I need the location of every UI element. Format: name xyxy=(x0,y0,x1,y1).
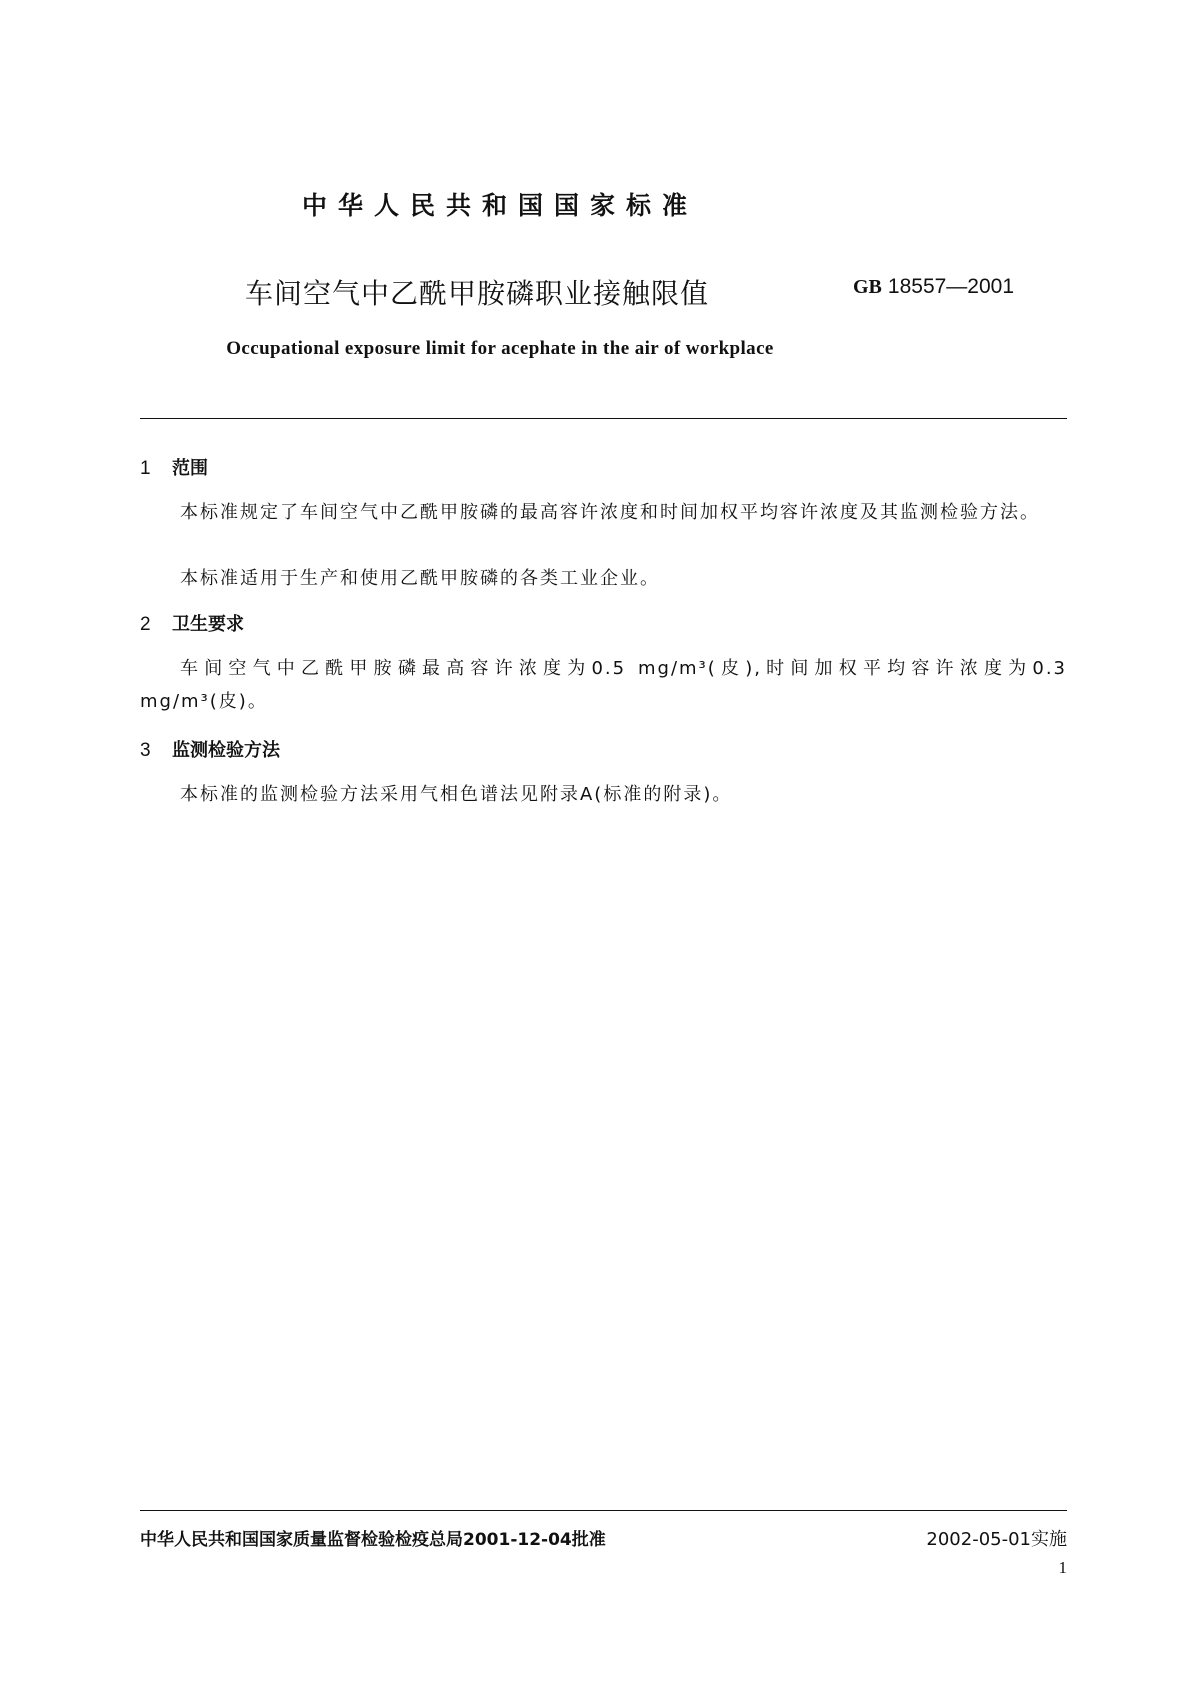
effective-date: 2002-05-01实施 xyxy=(926,1529,1067,1550)
page-number: 1 xyxy=(1058,1558,1067,1577)
header-divider xyxy=(140,418,1067,419)
section-2-heading xyxy=(140,610,244,636)
section-3-title: 监测检验方法 xyxy=(172,740,280,761)
section-1-paragraph-2: 本标准适用于生产和使用乙酰甲胺磷的各类工业企业。 xyxy=(180,568,660,589)
document-title: 车间空气中乙酰甲胺磷职业接触限值 xyxy=(245,277,710,310)
section-1-heading xyxy=(140,454,208,480)
standard-code-number: 18557—2001 xyxy=(887,275,1015,298)
standard-code-prefix: GB xyxy=(853,276,882,298)
english-title: Occupational exposure limit for acephate in the air of workplace xyxy=(226,338,774,359)
section-1-paragraph-1: 本标准规定了车间空气中乙酰甲胺磷的最高容许浓度和时间加权平均容许浓度及其监测检验方法。 xyxy=(180,502,1040,523)
section-2-number: 2 xyxy=(140,614,151,635)
section-2-paragraph-1: 车间空气中乙酰甲胺磷最高容许浓度为0.5 mg/m³(皮),时间加权平均容许浓度为0.3 mg/m³(皮)。 xyxy=(140,658,1067,712)
section-3-heading xyxy=(140,736,280,762)
standard-code xyxy=(853,274,1014,299)
approval-statement: 中华人民共和国国家质量监督检验检疫总局2001-12-04批准 xyxy=(140,1530,606,1550)
section-1-title: 范围 xyxy=(172,458,208,479)
section-2-title: 卫生要求 xyxy=(172,614,244,635)
footer-divider xyxy=(140,1510,1067,1511)
section-3-number: 3 xyxy=(140,740,151,761)
national-standard-heading: 中华人民共和国国家标准 xyxy=(301,191,698,220)
section-1-number: 1 xyxy=(140,458,151,479)
section-3-paragraph-1: 本标准的监测检验方法采用气相色谱法见附录A(标准的附录)。 xyxy=(180,784,733,805)
